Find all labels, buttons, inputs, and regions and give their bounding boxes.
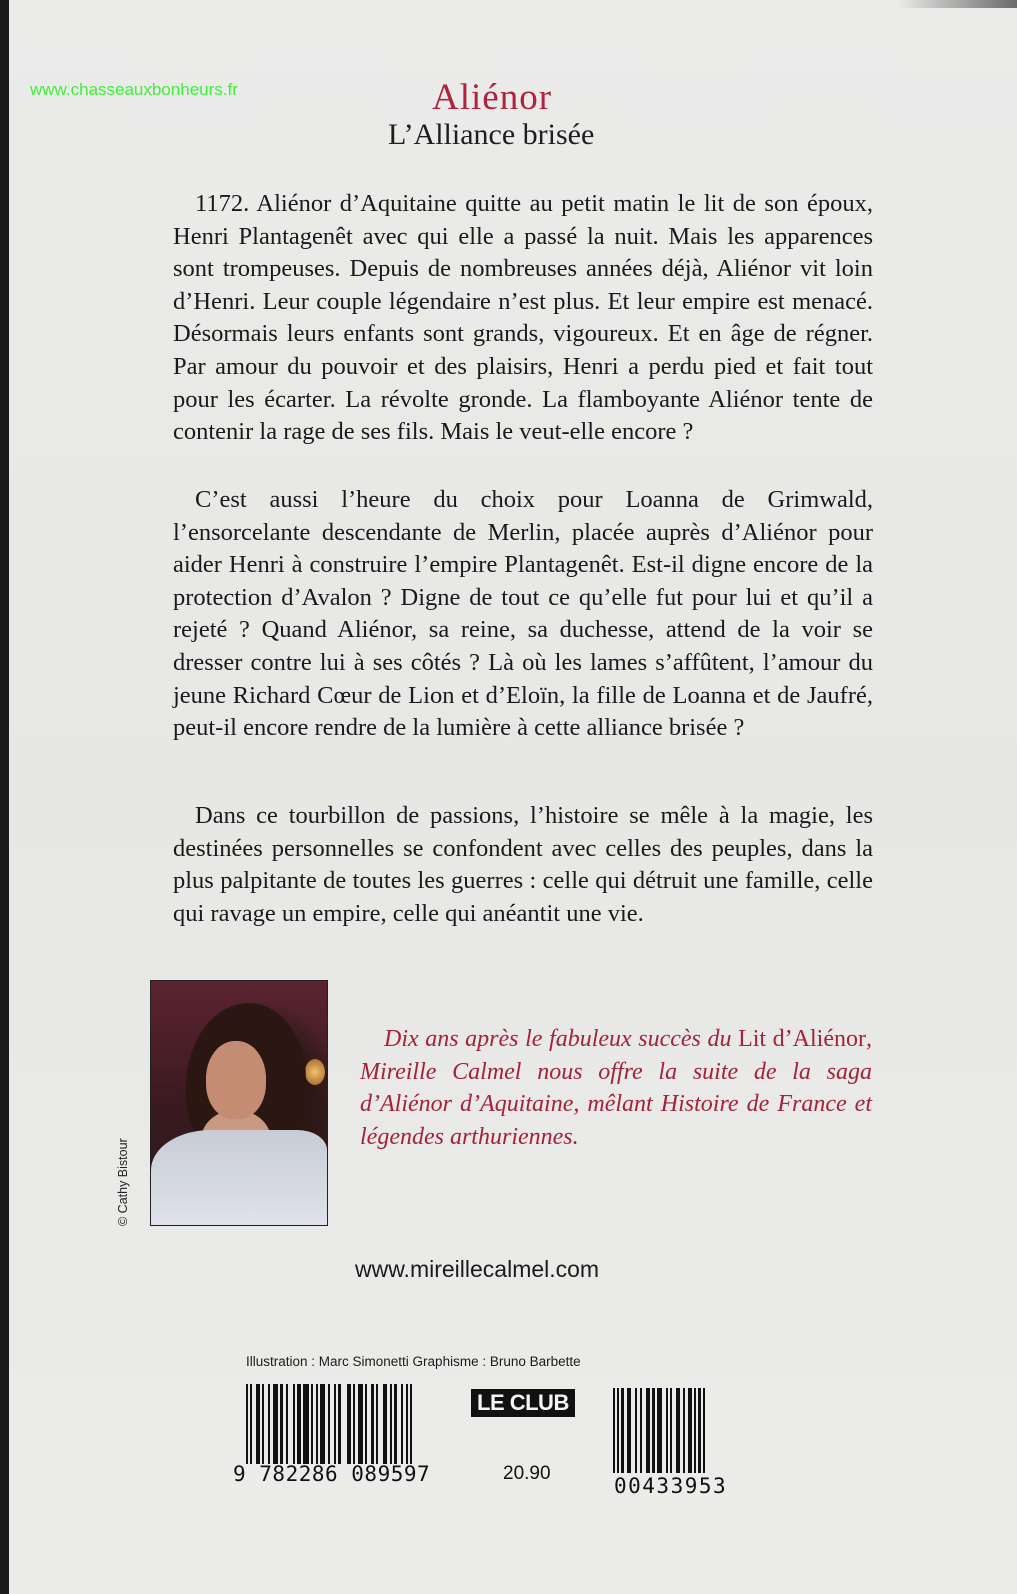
blurb-text: Dans ce tourbillon de passions, l’histoire se mêle à la magie, les destinées personnelles se confondent avec celles des peuples, dans la plus palpitante de toutes les guerres : celle qui détruit une famille, celle qui ravage un empire, celle qui anéantit une vie.	[173, 802, 873, 927]
blurb-text: 1172. Aliénor d’Aquitaine quitte au petit matin le lit de son époux, Henri Plantagenêt avec qui elle a passé la nuit. Mais les apparences sont trompeuses. Depuis de nombreuses années déjà, Aliénor vit loin d’Henri. Leur couple légendaire n’est plus. Et leur empire est menacé. Désormais leurs enfants sont grands, vigoureux. Et en âge de régner. Par amour du pouvoir et des plaisirs, Henri a perdu pied et fait tout pour les écarter. La révolte gronde. La flamboyante Aliénor tente de contenir la rage de ses fils. Mais le veut-elle encore ?	[173, 190, 873, 446]
isbn-number: 9 782286 089597	[233, 1462, 431, 1486]
promo-book-reference: Lit d’Aliénor	[738, 1026, 866, 1052]
club-barcode	[613, 1388, 743, 1473]
watermark-link[interactable]: www.chasseauxbonheurs.fr	[30, 80, 238, 99]
promo-separator: ,	[866, 1026, 872, 1052]
book-spine-edge	[0, 0, 9, 1594]
blurb-paragraph-1	[173, 188, 873, 449]
book-subtitle: L’Alliance brisée	[388, 118, 595, 151]
photo-shirt	[151, 1130, 327, 1225]
author-website-link[interactable]: www.mireillecalmel.com	[355, 1256, 600, 1282]
promo-text-italic: Dix ans après le fabuleux succès du	[384, 1026, 739, 1052]
book-title: Aliénor	[432, 77, 553, 118]
promo-text-italic: Mireille Calmel nous offre la suite de la saga d’Aliénor d’Aquitaine, mêlant Histoire de France et légendes arthuriennes.	[360, 1058, 872, 1150]
isbn-barcode	[246, 1384, 446, 1464]
promo-text	[360, 1023, 872, 1153]
corner-shadow	[897, 0, 1017, 8]
blurb-paragraph-2	[173, 484, 873, 745]
price: 20.90	[503, 1463, 551, 1484]
publisher-logo: LE CLUB	[471, 1389, 575, 1417]
blurb-text: C’est aussi l’heure du choix pour Loanna de Grimwald, l’ensorcelante descendante de Merlin, placée auprès d’Aliénor pour aider Henri à construire l’empire Plantagenêt. Est-il digne encore de la protection d’Avalon ? Digne de tout ce qu’elle fut pour lui et qu’il a rejeté ? Quand Aliénor, sa reine, sa duchesse, attend de la voir se dresser contre lui à ses côtés ? Là où les lames s’affûtent, l’amour du jeune Richard Cœur de Lion et d’Eloïn, la fille de Loanna et de Jaufré, peut-il encore rendre de la lumière à cette alliance brisée ?	[173, 486, 873, 742]
club-code: 00433953	[614, 1474, 728, 1498]
illustration-credits: Illustration : Marc Simonetti Graphisme : Bruno Barbette	[246, 1354, 581, 1369]
photo-credit: © Cathy Bistour	[116, 1138, 130, 1226]
photo-face	[206, 1041, 266, 1119]
author-photo	[150, 980, 328, 1226]
blurb-paragraph-3	[173, 800, 873, 930]
photo-lamp	[305, 1059, 325, 1085]
